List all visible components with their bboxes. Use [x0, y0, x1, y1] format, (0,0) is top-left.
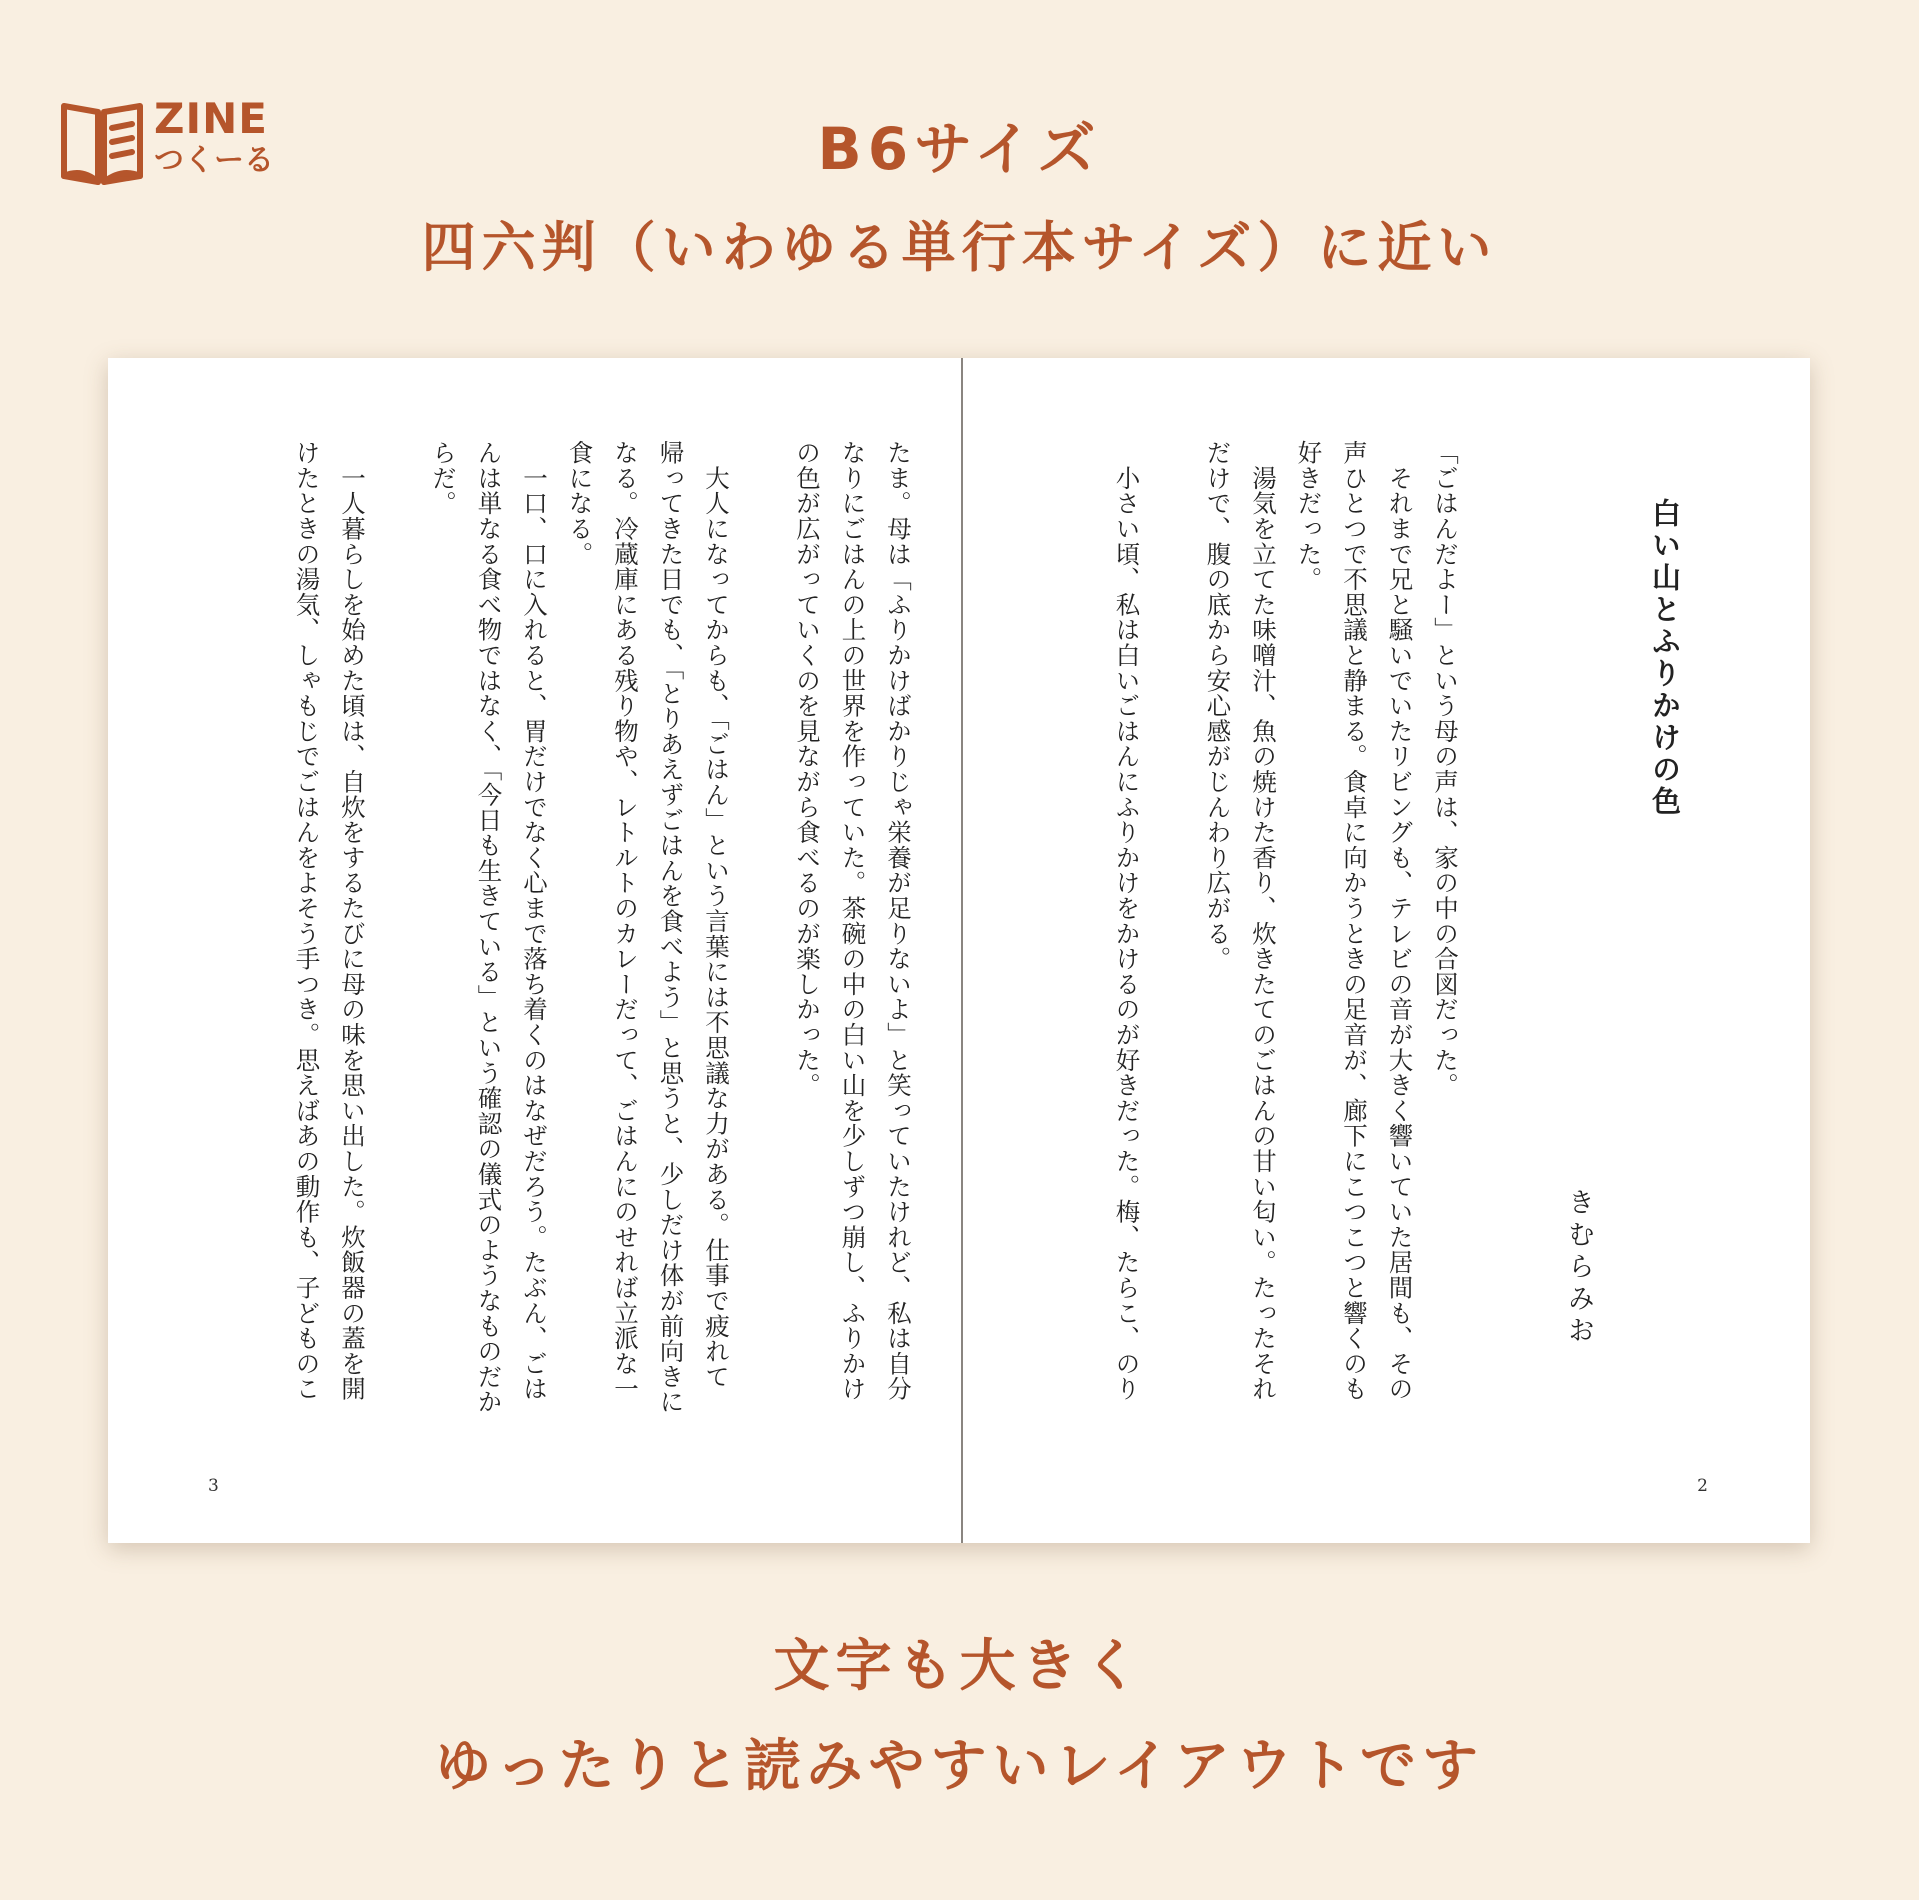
- right-line: だけで、腹の底から安心感がじんわり広がる。: [1203, 440, 1233, 972]
- left-line: の色が広がっていくのを見ながら食べるのが楽しかった。: [793, 440, 822, 1098]
- left-line: 一人暮らしを始めた頃は、自炊をするたびに母の味を思い出した。炊飯器の蓋を開: [338, 440, 367, 1402]
- story-title: 白い山とふりかけの色: [1648, 498, 1682, 818]
- header-line1: B6サイズ: [817, 115, 1102, 183]
- left-line: 一口、口に入れると、胃だけでなく心まで落ち着くのはなぜだろう。たぶん、ごは: [520, 440, 549, 1402]
- left-line: なる。冷蔵庫にある残り物や、レトルトのカレーだって、ごはんにのせれば立派な一: [611, 440, 640, 1402]
- left-line: たま。母は「ふりかけばかりじゃ栄養が足りないよ」と笑っていたけれど、私は自分: [884, 440, 913, 1402]
- left-page: [108, 358, 961, 1543]
- left-page-number: 3: [208, 1476, 219, 1496]
- author-name: きむらみお: [1563, 1188, 1594, 1348]
- left-line: 食になる。: [565, 440, 595, 567]
- left-line: 大人になってからも、「ごはん」という言葉には不思議な力がある。仕事で疲れて: [702, 440, 731, 1390]
- left-line: らだ。: [429, 440, 458, 516]
- right-page-body: [1104, 440, 1468, 1440]
- footer-line1: 文字も大きく: [773, 1634, 1146, 1699]
- right-line: 好きだった。: [1294, 440, 1324, 592]
- right-line: 「ごはんだよー」という母の声は、家の中の合図だった。: [1431, 440, 1460, 1098]
- logo-line1: ZINE: [154, 94, 268, 143]
- left-line: なりにごはんの上の世界を作っていた。茶碗の中の白い山を少しずつ崩し、ふりかけ: [838, 440, 868, 1402]
- footer-line2: ゆったりと読みやすいレイアウトです: [435, 1734, 1484, 1799]
- right-page-number: 2: [1697, 1476, 1708, 1496]
- left-page-body: [284, 440, 921, 1440]
- logo-line2: つくーる: [154, 143, 274, 178]
- book-spread: [108, 358, 1810, 1543]
- left-line: けたときの湯気、しゃもじでごはんをよそう手つき。思えばあの動作も、子どものこ: [292, 440, 322, 1402]
- header-line2: 四六判（いわゆる単行本サイズ）に近い: [421, 216, 1498, 279]
- right-page: [963, 358, 1810, 1543]
- left-line: 帰ってきた日でも、「とりあえずごはんを食べよう」と思うと、少しだけ体が前向きに: [656, 440, 686, 1415]
- right-line: 声ひとつで不思議と静まる。食卓に向かうときの足音が、廊下にこつこつと響くのも: [1340, 440, 1369, 1402]
- right-line: 小さい頃、私は白いごはんにふりかけをかけるのが好きだった。梅、たらこ、のり: [1112, 440, 1142, 1402]
- right-line: それまで兄と騒いでいたリビングも、テレビの音が大きく響いていた居間も、その: [1385, 440, 1415, 1402]
- left-line: んは単なる食べ物ではなく、「今日も生きている」という確認の儀式のようなものだか: [474, 440, 504, 1415]
- right-line: 湯気を立てた味噌汁、魚の焼けた香り、炊きたてのごはんの甘い匂い。たったそれ: [1249, 440, 1278, 1402]
